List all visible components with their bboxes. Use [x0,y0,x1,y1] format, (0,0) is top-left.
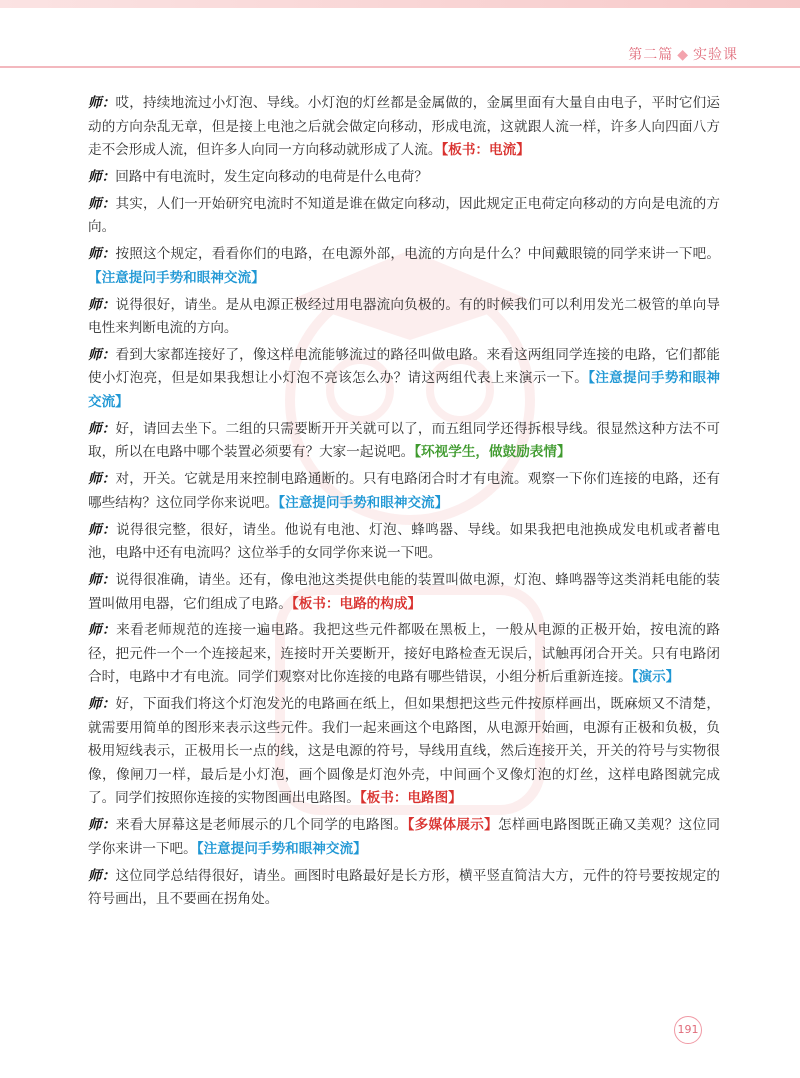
header-separator-icon: ◆ [677,47,689,63]
speaker-label: 师： [88,572,116,589]
transcript-paragraph [88,294,720,341]
paragraph-text: 说得很好，请坐。是从电源正极经过用电器流向负极的。有的时候我们可以利用发光二极管的单向导电性来判断电流的方向。 [88,296,721,337]
board-note-tag: 【板书：电路的构成】 [291,595,422,612]
teaching-cue-tag: 【注意提问手势和眼神交流】 [196,840,367,857]
transcript-paragraph [88,619,720,690]
board-note-tag: 【多媒体展示】 [407,817,499,834]
paragraph-text: 好，下面我们将这个灯泡发光的电路画在纸上，但如果想把这些元件按原样画出，既麻烦又不清楚，就需要用简单的图形来表示这些元件。我们一起来画这个电路图，从电源开始画，电源有正极和负极，负极用短线表示，正极用长一点的线，这是电源的符号，导线用直线，然后连接开关，开关的符号与实物很像，像闸刀一样，最后是小灯泡，画个圆像是灯泡外壳，中间画个叉像灯泡的灯丝，这样电路图就完成了。同学们按照你连接的实物图画出电路图。 [88,696,721,807]
paragraph-text: 哎，持续地流过小灯泡、导线。小灯泡的灯丝都是金属做的，金属里面有大量自由电子，平时它们运动的方向杂乱无章，但是接上电池之后就会做定向移动，形成电流，这就跟人流一样，许多人向四面八方走不会形成人流，但许多人向同一方向移动就形成了人流。 [88,95,721,158]
transcript-paragraph [88,814,720,861]
paragraph-text: 按照这个规定，看看你们的电路，在电源外部，电流的方向是什么？中间戴眼镜的同学来讲一下吧。 [115,246,721,263]
paragraph-text: 来看老师规范的连接一遍电路。我把这些元件都吸在黑板上，一般从电源的正极开始，按电流的路径，把元件一个一个连接起来，连接时开关要断开，接好电路检查无误后，试触再闭合开关。只有电路闭合时，电路中才有电流。同学们观察对比你连接的电路有哪些错误，小组分析后重新连接。 [88,622,720,686]
transcript-paragraph [88,193,720,240]
speaker-label: 师： [88,867,116,884]
speaker-label: 师： [88,296,116,313]
transcript-paragraph [88,344,720,415]
transcript-paragraph [88,92,720,163]
paragraph-text: 说得很完整，很好，请坐。他说有电池、灯泡、蜂鸣器、导线。如果我把电池换成发电机或者蓄电池，电路中还有电流吗？这位举手的女同学你来说一下吧。 [88,521,720,562]
teaching-cue-tag: 【演示】 [631,669,680,686]
speaker-label: 师： [88,817,116,834]
header-section: 实验课 [693,47,738,63]
page-number: 191 [674,1016,702,1044]
transcript-paragraph [88,519,720,566]
board-note-tag: 【板书：电流】 [441,142,530,158]
lesson-transcript [88,92,720,915]
teaching-cue-tag: 【注意提问手势和眼神交流】 [88,269,265,286]
speaker-label: 师： [88,420,116,437]
speaker-label: 师： [88,195,116,212]
transcript-paragraph [88,865,720,912]
speaker-label: 师： [88,696,116,713]
paragraph-text: 看到大家都连接好了，像这样电流能够流过的路径叫做电路。来看这两组同学连接的电路，它们都能使小灯泡亮，但是如果我想让小灯泡不亮该怎么办？请这两组代表上来演示一下。 [88,346,721,387]
paragraph-text: 好，请回去坐下。二组的只需要断开开关就可以了，而五组同学还得拆根导线。很显然这种方法不可取，所以在电路中哪个装置必须要有？大家一起说吧。 [88,420,721,461]
expression-cue-tag: 【环视学生，做鼓励表情】 [414,444,571,461]
speaker-label: 师： [88,521,117,538]
page-header [628,44,738,64]
transcript-paragraph [88,468,720,515]
top-decor-band [0,0,800,8]
teaching-cue-tag: 【注意提问手势和眼神交流】 [88,370,721,410]
header-divider [0,66,800,68]
board-note-tag: 【板书：电路图】 [359,790,462,807]
paragraph-text: 说得很准确，请坐。还有，像电池这类提供电能的装置叫做电源，灯泡、蜂鸣器等这类消耗电能的装置叫做用电器，它们组成了电路。 [88,572,721,612]
teaching-cue-tag: 【注意提问手势和眼神交流】 [278,494,449,511]
speaker-label: 师： [88,168,116,185]
speaker-label: 师： [88,95,116,111]
speaker-label: 师： [88,346,116,363]
paragraph-text: 对，开关。它就是用来控制电路通断的。只有电路闭合时才有电流。观察一下你们连接的电路，还有哪些结构？这位同学你来说吧。 [88,471,721,511]
transcript-paragraph [88,569,720,616]
speaker-label: 师： [88,471,116,488]
paragraph-text: 这位同学总结得很好，请坐。画图时电路最好是长方形，横平竖直简洁大方，元件的符号要按规定的符号画出，且不要画在拐角处。 [88,867,721,908]
paragraph-text: 来看大屏幕这是老师展示的几个同学的电路图。 [115,817,408,834]
paragraph-text: 回路中有电流时，发生定向移动的电荷是什么电荷？ [115,168,428,185]
paragraph-text: 怎样画电路图既正确又美观？这位同学你来讲一下吧。 [88,817,721,857]
transcript-paragraph [88,166,720,190]
header-part: 第二篇 [628,47,674,63]
speaker-label: 师： [88,246,116,263]
transcript-paragraph [88,418,720,465]
transcript-paragraph [88,693,720,811]
transcript-paragraph [88,243,720,290]
speaker-label: 师： [88,622,117,639]
paragraph-text: 其实，人们一开始研究电流时不知道是谁在做定向移动，因此规定正电荷定向移动的方向是电流的方向。 [88,195,721,236]
